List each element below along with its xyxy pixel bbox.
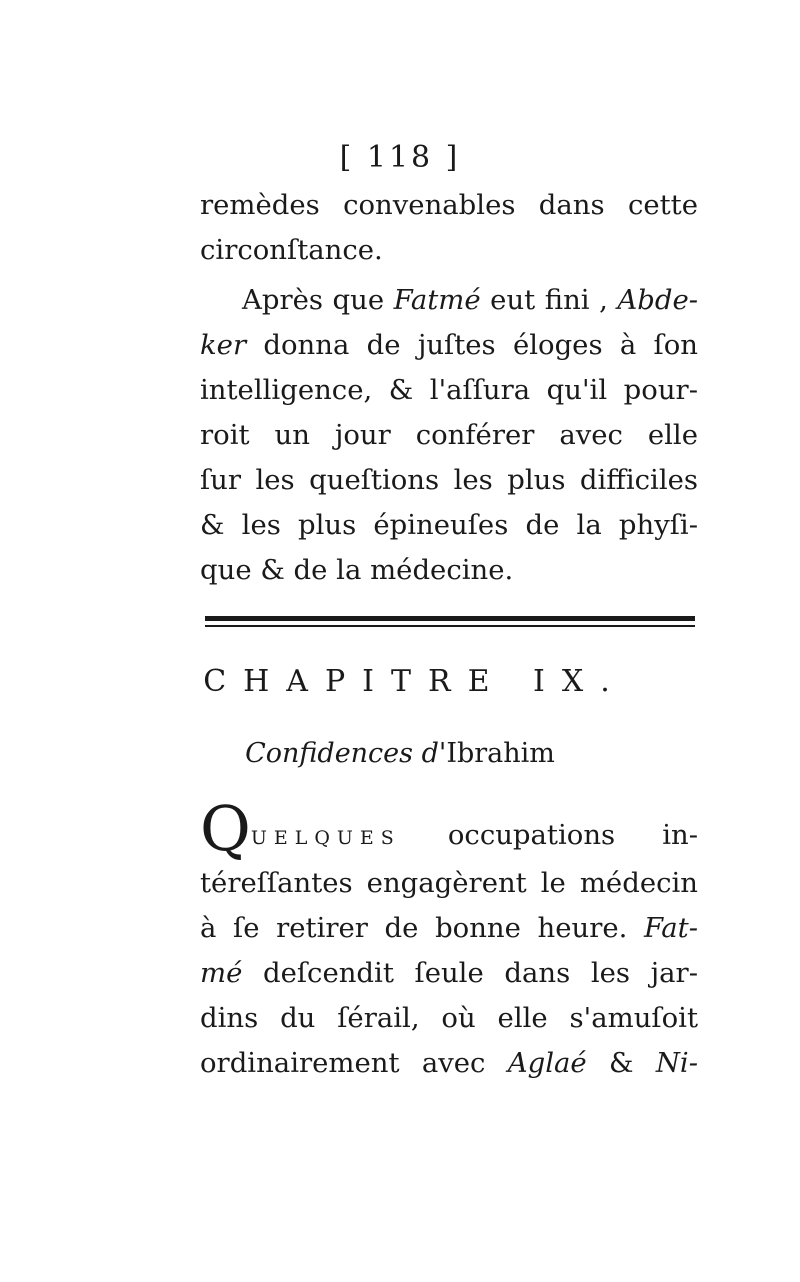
chapter-subtitle: Confidences d'Ibrahim bbox=[245, 738, 555, 769]
text-line: mé deſcendit ſeule dans les jar- bbox=[200, 957, 698, 989]
text-line: circonſtance. bbox=[200, 234, 383, 266]
text-line: ſur les queſtions les plus difficiles bbox=[200, 464, 698, 496]
name-fatme: Fatmé bbox=[393, 284, 481, 316]
drop-cap: Q bbox=[200, 792, 251, 865]
text-line: Après que Fatmé eut fini , Abde- bbox=[242, 284, 699, 316]
small-caps-word: UELQUES bbox=[250, 827, 401, 849]
divider-thin-line bbox=[205, 625, 695, 627]
text-line: ker donna de juſtes éloges à ſon bbox=[200, 329, 698, 361]
chapter-divider-rule bbox=[205, 616, 695, 632]
text-line: téreſſantes engagèrent le médecin bbox=[200, 867, 698, 899]
paragraph-abdeker-praise bbox=[200, 278, 698, 593]
text-line: que & de la médecine. bbox=[200, 554, 514, 586]
text-line: intelligence, & l'aſſura qu'il pour- bbox=[200, 374, 698, 406]
page-number: [ 118 ] bbox=[339, 140, 461, 175]
chapter-title: CHAPITRE IX. bbox=[203, 664, 627, 699]
text-line: & les plus épineuſes de la phyſi- bbox=[200, 509, 698, 541]
text-line: dins du ſérail, où elle s'amuſoit bbox=[200, 1002, 698, 1034]
name-fatme: Fat- bbox=[644, 912, 698, 944]
text-line: à ſe retirer de bonne heure. Fat- bbox=[200, 912, 698, 944]
name-abdeker: Abde- bbox=[617, 284, 699, 316]
name-abdeker-end: ker bbox=[200, 329, 247, 361]
text-line: ordinairement avec Aglaé & Ni- bbox=[200, 1047, 698, 1079]
paragraph-chapter-opening bbox=[200, 792, 698, 1086]
divider-thick-line bbox=[205, 616, 695, 621]
text-line: QUELQUES occupations in- bbox=[200, 792, 698, 865]
name-fatme-end: mé bbox=[200, 957, 243, 989]
name-aglae: Aglaé bbox=[507, 1047, 587, 1079]
text-line: roit un jour conférer avec elle bbox=[200, 419, 698, 451]
name-ni: Ni- bbox=[655, 1047, 698, 1079]
paragraph-continuation bbox=[200, 183, 698, 273]
text-line: remèdes convenables dans cette bbox=[200, 189, 698, 221]
